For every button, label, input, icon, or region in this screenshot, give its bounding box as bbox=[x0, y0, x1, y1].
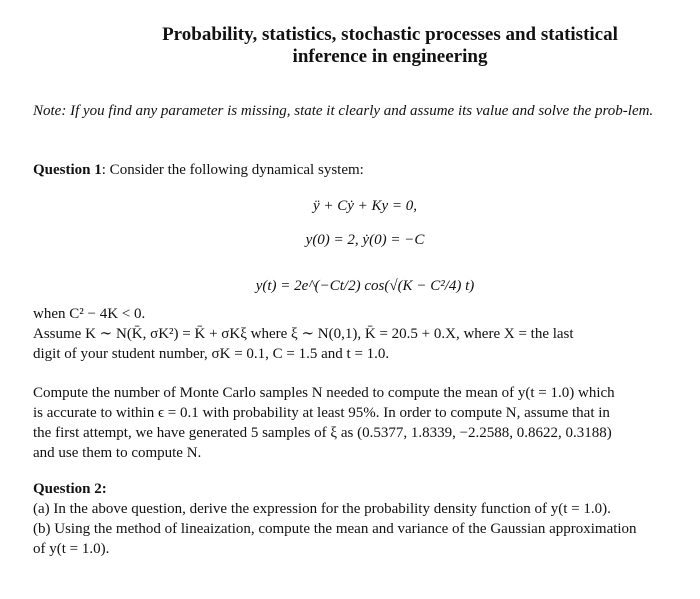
question-1-intro: : Consider the following dynamical system: bbox=[101, 162, 364, 178]
task-line-3: the first attempt, we have generated 5 samples of ξ as (0.5377, 1.8339, −2.2588, 0.8622, 0.3188) bbox=[33, 425, 612, 441]
question-2-label: Question 2 bbox=[33, 481, 102, 497]
equation-solution: y(t) = 2e^(−Ct/2) cos(√(K − C²/4) t) bbox=[255, 278, 475, 294]
question-1-label: Question 1 bbox=[33, 162, 102, 178]
question-1-task bbox=[33, 383, 663, 463]
document-title bbox=[90, 24, 690, 68]
title-line-1: Probability, statistics, stochastic processes and statistical bbox=[162, 24, 618, 45]
question-2-section bbox=[33, 479, 663, 559]
task-line-2: is accurate to within ϵ = 0.1 with probability at least 95%. In order to compute N, assume that in bbox=[33, 405, 610, 421]
equation-ode: ÿ + Cẏ + Ky = 0, bbox=[312, 198, 418, 214]
question-1-heading bbox=[33, 160, 364, 180]
question-2-part-b-line-2: of y(t = 1.0). bbox=[33, 541, 110, 557]
note-paragraph: Note: If you find any parameter is missing, state it clearly and assume its value and solve the prob-lem. bbox=[33, 103, 654, 119]
assumption-line-1: Assume K ∼ N(K̄, σK²) = K̄ + σKξ where ξ ∼ N(0,1), K̄ = 20.5 + 0.X, where X = the last bbox=[33, 326, 574, 342]
task-line-4: and use them to compute N. bbox=[33, 445, 202, 461]
assumption-line-2: digit of your student number, σK = 0.1, C = 1.5 and t = 1.0. bbox=[33, 346, 390, 362]
question-2-part-a: (a) In the above question, derive the expression for the probability density function of y(t = 1.0). bbox=[33, 501, 611, 517]
question-2-heading: Question 2: bbox=[33, 481, 107, 497]
question-1-conditions bbox=[33, 304, 663, 364]
title-line-2: inference in engineering bbox=[292, 46, 488, 67]
task-line-1: Compute the number of Monte Carlo samples N needed to compute the mean of y(t = 1.0) which bbox=[33, 385, 615, 401]
equation-initial-conditions: y(0) = 2, ẏ(0) = −C bbox=[305, 232, 425, 248]
condition-line: when C² − 4K < 0. bbox=[33, 306, 146, 322]
question-2-part-b-line-1: (b) Using the method of lineaization, compute the mean and variance of the Gaussian approximation bbox=[33, 521, 637, 537]
